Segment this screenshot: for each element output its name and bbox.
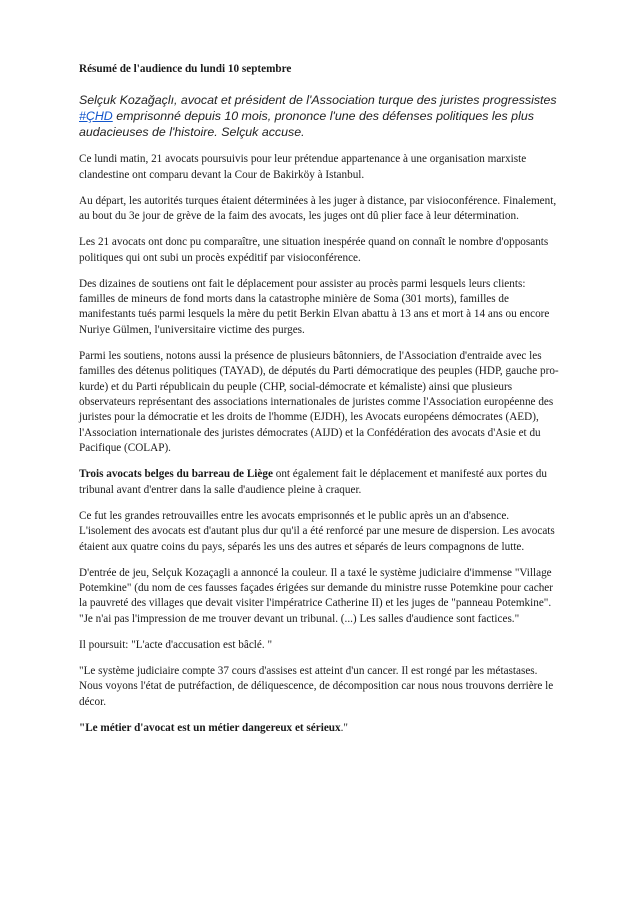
intro-text-end: emprisonné depuis 10 mois, prononce l'une des défenses politiques les plus audacieuses de l'histoire. Selçuk accuse. <box>79 109 534 140</box>
paragraph-6-bold: Trois avocats belges du barreau de Liège <box>79 468 273 481</box>
paragraph-11 <box>79 721 563 736</box>
paragraph-9: Il poursuit: "L'acte d'accusation est bâclé. " <box>79 638 273 651</box>
page-heading: Résumé de l'audience du lundi 10 septembre <box>79 63 292 75</box>
hashtag-link[interactable]: #ÇHD <box>79 109 113 124</box>
paragraph-7: Ce fut les grandes retrouvailles entre les avocats emprisonnés et le public après un an d'absence. L'isolement des avocats est d'autant plus dur qu'il a été renforcé par une mesure de dispersion. Les avocats étaient aux quatre coins du pays, séparés les uns des autres et séparés de leurs compagnons de lutte. <box>79 509 555 553</box>
paragraph-2: Au départ, les autorités turques étaient déterminées à les juger à distance, par visioconférence. Finalement, au bout du 3e jour de grève de la faim des avocats, les juges ont dû plier face à leur détermination. <box>79 194 557 223</box>
paragraph-6-rest: ont également fait le déplacement et manifesté aux portes du tribunal avant d'entrer dans la salle d'audience pleine à craquer. <box>79 468 547 496</box>
paragraph-6 <box>79 467 563 498</box>
paragraph-3: Les 21 avocats ont donc pu comparaître, une situation inespérée quand on connaît le nombre d'opposants politiques qui ont subi un procès expéditif par visioconférence. <box>79 236 549 264</box>
intro-paragraph <box>79 92 563 140</box>
paragraph-4: Des dizaines de soutiens ont fait le déplacement pour assister au procès parmi lesquels leurs clients: familles de mineurs de fond morts dans la catastrophe minière de Soma (301 morts), familles de manifestants tués parmi lesquels la mère du petit Berkin Elvan abattu à 13 ans et mort à 14 ans ou encore Nuriye Gülmen, l'universitaire victime des purges. <box>79 277 550 336</box>
paragraph-11-bold: "Le métier d'avocat est un métier dangereux et sérieux <box>79 721 341 734</box>
paragraph-5: Parmi les soutiens, notons aussi la présence de plusieurs bâtonniers, de l'Association d'entraide avec les familles des détenus politiques (TAYAD), de députés du Parti démocratique des peuples (HDP, gauche pro-kurde) et du Parti républicain du peuple (CHP, social-démocrate et kémaliste) ainsi que plusieurs observateurs représentant des associations internationales de juristes comme l'Association européenne des juristes pour la démocratie et les droits de l'homme (EJDH), les Avocats européens démocrates (AED), l'Association internationale des juristes démocrates (AIJD) et la Confédération des avocats d'Asie et du Pacifique (COLAP). <box>79 349 559 455</box>
document-page <box>79 62 563 747</box>
paragraph-8: D'entrée de jeu, Selçuk Kozaçagli a annoncé la couleur. Il a taxé le système judiciaire d'immense "Village Potemkine" (du nom de ces fausses façades érigées sur demande du ministre russe Potemkine pour cacher la pauvreté des villages que devait visiter l'impératrice Catherine II) et les juges de "panneau Potemkine". "Je n'ai pas l'impression de me trouver devant un tribunal. (...) Les salles d'audience sont factices." <box>79 566 553 625</box>
intro-text-start: Selçuk Kozağaçlı, avocat et président de l'Association turque des juristes progressistes <box>79 93 557 108</box>
paragraph-10: "Le système judiciaire compte 37 cours d'assises est atteint d'un cancer. Il est rongé par les métastases. Nous voyons l'état de putréfaction, de déliquescence, de décomposition car nous nous trouvons derrière le décor. <box>79 664 554 708</box>
paragraph-1: Ce lundi matin, 21 avocats poursuivis pour leur prétendue appartenance à une organisation marxiste clandestine ont comparu devant la Cour de Bakirköy à Istanbul. <box>79 153 527 181</box>
paragraph-11-rest: ." <box>340 721 348 734</box>
